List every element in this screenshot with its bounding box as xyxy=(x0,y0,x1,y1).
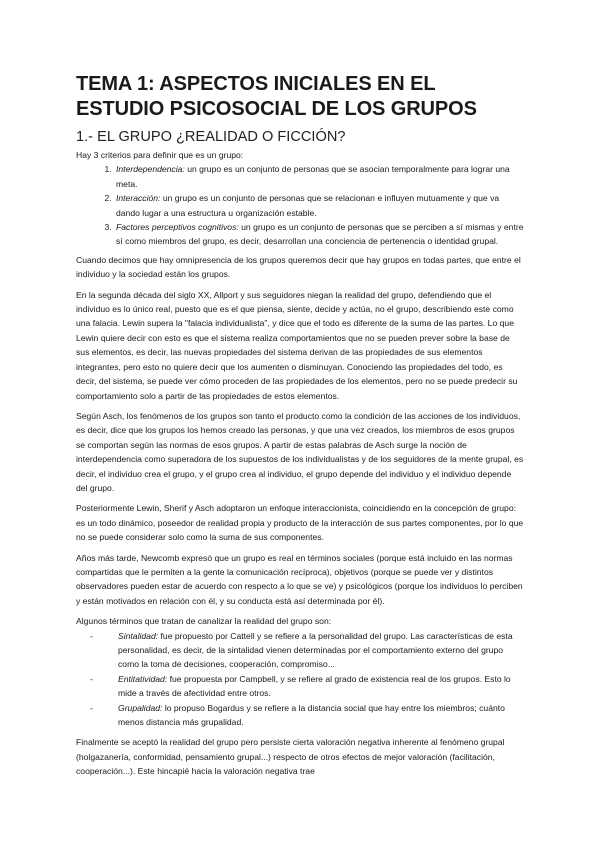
term-name: Grupalidad: xyxy=(118,702,163,713)
criteria-intro: Hay 3 criterios para definir que es un grupo: xyxy=(76,150,244,160)
paragraph-final: Finalmente se aceptó la realidad del grupo pero persiste cierta valoración negativa inherente al fenómeno grupal (holgazanería, conformidad, pensamiento grupal...) respecto de otros efectos de mejor valoración (facilitación, cooperación...). Este hincapié hacia la valoración negativa trae xyxy=(76,737,505,777)
term-item xyxy=(76,629,524,672)
paragraph-newcomb: Años más tarde, Newcomb expresó que un grupo es real en términos sociales (porque está incluido en las normas compartidas que le permiten a la gente la comunicación recíproca), objetivos (porque se puede ver y distintos observadores pueden estar de acuerdo con respecto a lo que se ve) y psicológicos (porque los individuos lo perciben y están motivados en relación con él, y su conducta está así determinada por él). xyxy=(76,552,523,606)
document-title: TEMA 1: ASPECTOS INICIALES EN EL ESTUDIO PSICOSOCIAL DE LOS GRUPOS xyxy=(76,73,477,120)
term-name: Sintalidad: xyxy=(118,630,159,641)
criteria-list xyxy=(76,162,524,248)
section-heading: 1.- EL GRUPO ¿REALIDAD O FICCIÓN? xyxy=(76,129,346,145)
dash-marker: - xyxy=(90,702,93,713)
paragraph-terms-intro: Algunos términos que tratan de canalizar la realidad del grupo son: xyxy=(76,616,332,627)
term-text: fue propuesta por Campbell, y se refiere al grado de existencia real de los grupos. Esto lo mide a través de afectividad entre otros. xyxy=(118,673,511,699)
paragraph-interactionist: Posteriormente Lewin, Sherif y Asch adoptaron un enfoque interaccionista, coincidiendo en la concepción de grupo: es un todo dinámico, poseedor de realidad propia y producto de la interacción de sus partes componentes, por lo que no se puede considerar solo como la suma de sus componentes. xyxy=(76,503,524,543)
dash-marker: - xyxy=(90,673,93,684)
criteria-text: un grupo es un conjunto de personas que se asocian temporalmente para lograr una meta. xyxy=(116,164,510,189)
term-item xyxy=(76,672,524,701)
criteria-item xyxy=(114,162,524,191)
paragraph-asch: Según Asch, los fenómenos de los grupos son tanto el producto como la condición de las acciones de los individuos, es decir, dice que los grupos los hemos creado las personas, y que una vez creados, los miembros de esos grupos se comportan según las normas de esos grupos. A partir de estas palabras de Asch surge la noción de interdependencia como superadora de los supuestos de los individualistas y de los seguidores de la mente grupal, es decir, el individuo crea el grupo, y el grupo crea al individuo, el grupo depende del individuo y el individuo depende del grupo. xyxy=(76,410,524,493)
paragraph-omnipresence: Cuando decimos que hay omnipresencia de los grupos queremos decir que hay grupos en todas partes, que entre el individuo y la sociedad están los grupos. xyxy=(76,254,521,280)
terms-list xyxy=(76,629,524,730)
term-text: lo propuso Bogardus y se refiere a la distancia social que hay entre los miembros; cuánto menos distancia más grupalidad. xyxy=(118,702,505,728)
criteria-item xyxy=(114,191,524,220)
dash-marker: - xyxy=(90,630,93,641)
criteria-term: Interacción: xyxy=(116,193,161,204)
term-name: Entitatividad: xyxy=(118,673,168,684)
criteria-text: un grupo es un conjunto de personas que se relacionan e influyen mutuamente y que va dando lugar a una estructura u organización estable. xyxy=(116,193,500,218)
term-item xyxy=(76,701,524,730)
criteria-term: Factores perceptivos cognitivos: xyxy=(116,222,239,233)
criteria-text: un grupo es un conjunto de personas que se perciben a sí mismas y entre sí como miembros del grupo, es decir, desarrollan una conciencia de pertenencia o identidad grupal. xyxy=(116,222,524,247)
criteria-item xyxy=(114,220,524,249)
term-text: fue propuesto por Cattell y se refiere a la personalidad del grupo. Las características de esta personalidad, es decir, de la sintalidad vienen determinadas por el comportamiento externo del grupo como la toma de decisiones, cooperación, compromiso... xyxy=(118,630,513,670)
criteria-term: Interdependencia: xyxy=(116,164,185,175)
paragraph-allport-lewin: En la segunda década del siglo XX, Allport y sus seguidores niegan la realidad del grupo, defendiendo que el individuo es lo único real, puesto que es el que piensa, siente, decide y actúa, no el grupo, describiendo este como una falacia. Lewin supera la "falacia individualista", y dice que el todo es diferente de la suma de las partes. Lo que Lewin quiere decir con esto es que el sistema realiza comportamientos que no se pueden prever sobre la base de sus elementos, es decir, las nuevas propiedades del sistema derivan de las propiedades de sus elementos integrantes, pero esto no quiere decir que los aumenten o disminuyan. Conociendo las propiedades del todo, es decir, del sistema, se puede ver cómo proceden de las propiedades de los elementos, pero no se puede predecir su comportamiento solo a partir de las propiedades de estos elementos. xyxy=(76,289,518,401)
